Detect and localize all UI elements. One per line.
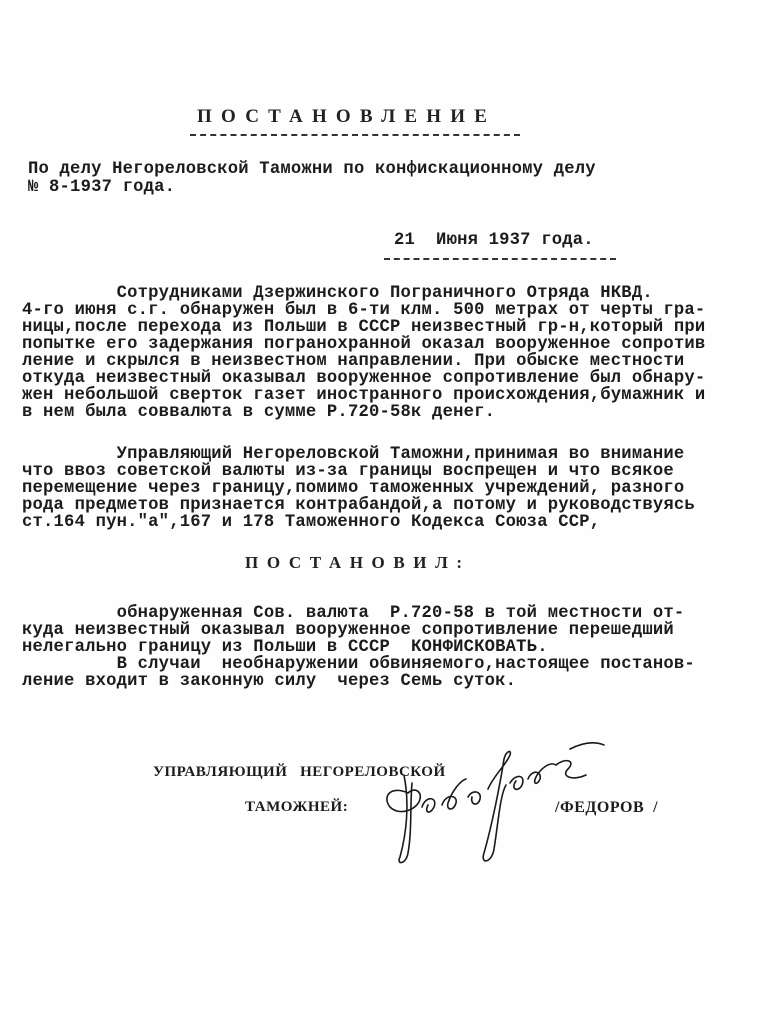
- resolution-heading: ПОСТАНОВИЛ:: [245, 553, 471, 572]
- paragraph-1-line: откуда неизвестный оказывал вооруженное сопротивление был обнару-: [22, 369, 706, 388]
- paragraph-2-line: Управляющий Негореловской Таможни,принимая во внимание: [22, 445, 685, 464]
- paragraph-3-line: обнаруженная Сов. валюта Р.720-58 в той местности от-: [22, 604, 685, 623]
- paragraph-2-line: что ввоз советской валюты из-за границы воспрещен и что всякое: [22, 462, 674, 481]
- paragraph-3-line: ление входит в законную силу через Семь суток.: [22, 672, 517, 691]
- document-title: ПОСТАНОВЛЕНИЕ: [197, 106, 497, 127]
- paragraph-1-line: попытке его задержания погранохранной оказал вооруженное сопротив: [22, 335, 706, 354]
- paragraph-3-line: куда неизвестный оказывал вооруженное сопротивление перешедший: [22, 621, 674, 640]
- paragraph-3-line: В случаи необнаружении обвиняемого,настоящее постанов-: [22, 655, 695, 674]
- signatory-name: /ФЕДОРОВ /: [555, 799, 659, 816]
- paragraph-2-line: ст.164 пун."а",167 и 178 Таможенного Кодекса Союза ССР,: [22, 513, 601, 532]
- case-reference-line-2: № 8-1937 года.: [28, 178, 176, 197]
- paragraph-3-line: нелегально границу из Польши в СССР КОНФИСКОВАТЬ.: [22, 638, 548, 657]
- paragraph-1-line: ление и скрылся в неизвестном направлении. При обыске местности: [22, 352, 685, 371]
- case-reference-line-1: По делу Негореловской Таможни по конфискационному делу: [28, 160, 596, 179]
- paragraph-2-line: перемещение через границу,помимо таможенных учреждений, разного: [22, 479, 685, 498]
- date-underline: [384, 258, 616, 260]
- paragraph-1-line: 4-го июня с.г. обнаружен был в 6-ти клм. 500 метрах от черты гра-: [22, 301, 706, 320]
- document-date: 21 Июня 1937 года.: [394, 231, 594, 250]
- signatory-position-line-2: ТАМОЖНЕЙ:: [245, 799, 349, 815]
- paragraph-2-line: рода предметов признается контрабандой,а потому и руководствуясь: [22, 496, 695, 515]
- paragraph-1-line: ницы,после перехода из Польши в СССР неизвестный гр-н,который при: [22, 318, 706, 337]
- handwritten-signature-icon: [360, 735, 620, 865]
- paragraph-1-line: жен небольшой сверток газет иностранного происхождения,бумажник и: [22, 386, 706, 405]
- signatory-position-line-1: УПРАВЛЯЮЩИЙ НЕГОРЕЛОВСКОЙ: [153, 764, 446, 780]
- paragraph-1-line: в нем была соввалюта в сумме Р.720-58к денег.: [22, 403, 496, 422]
- title-underline: [190, 134, 520, 136]
- paragraph-1-line: Сотрудниками Дзержинского Пограничного Отряда НКВД.: [22, 284, 653, 303]
